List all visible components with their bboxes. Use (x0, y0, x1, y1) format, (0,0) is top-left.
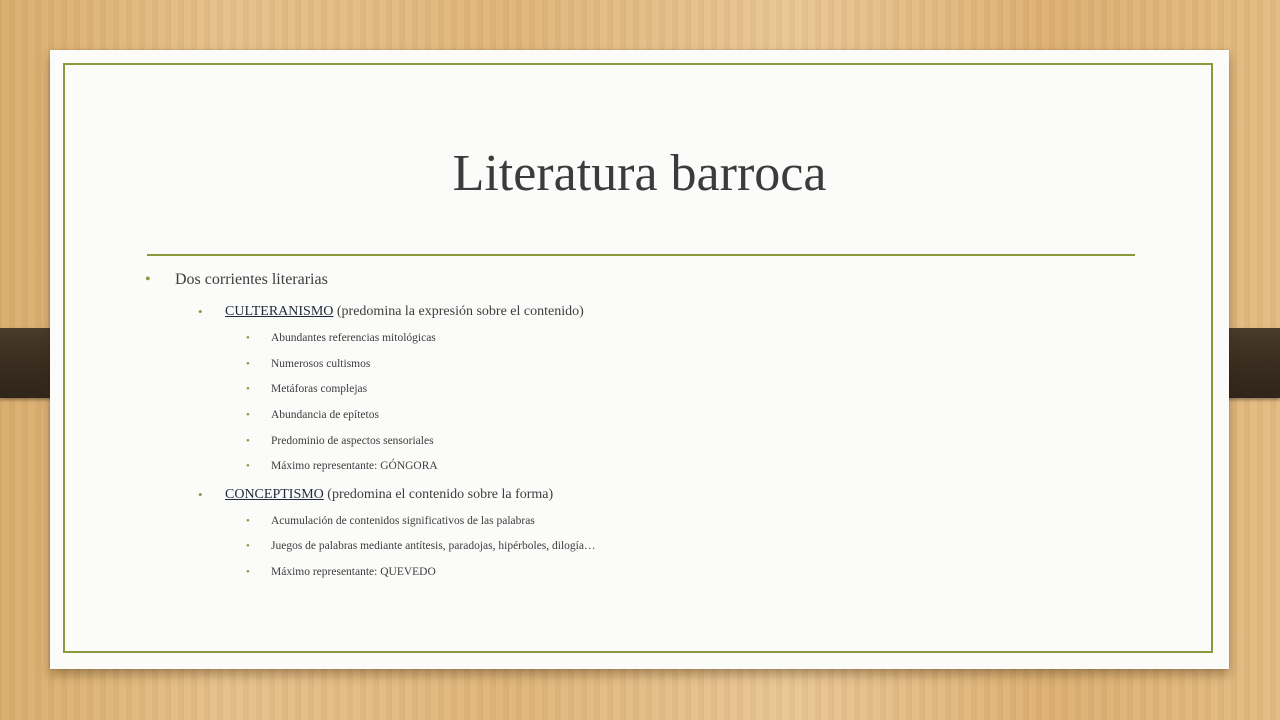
list-item-text: Numerosos cultismos (271, 358, 371, 370)
list-item (246, 382, 368, 397)
bullet-description: (predomina la expresión sobre el contenido) (333, 304, 584, 319)
list-item-text: Juegos de palabras mediante antítesis, paradojas, hipérboles, dilogía… (271, 540, 596, 552)
bullet-text: Dos corrientes literarias (175, 271, 328, 288)
list-item-text: Abundantes referencias mitológicas (271, 332, 436, 344)
bullet-dot-icon: • (198, 487, 203, 502)
list-item (246, 514, 535, 529)
list-item (246, 539, 596, 554)
bullet-dot-icon: • (246, 358, 250, 370)
bullet-dot-icon: • (246, 435, 250, 447)
list-item (246, 565, 436, 580)
bullet-dot-icon: • (145, 271, 151, 288)
list-item (246, 331, 436, 346)
bullet-culteranismo (198, 303, 584, 321)
keyword-conceptismo: CONCEPTISMO (225, 487, 324, 502)
bullet-description: (predomina el contenido sobre la forma) (323, 487, 554, 502)
bullet-dot-icon: • (246, 540, 250, 552)
list-item (246, 434, 434, 449)
slide (50, 50, 1229, 669)
list-item-text: Acumulación de contenidos significativos de las palabras (271, 515, 535, 527)
bullet-main (145, 270, 328, 290)
bullet-dot-icon: • (246, 566, 250, 578)
list-item-text: Máximo representante: GÓNGORA (271, 460, 438, 472)
bullet-dot-icon: • (246, 460, 250, 472)
list-item-text: Máximo representante: QUEVEDO (271, 566, 436, 578)
title-divider (147, 254, 1135, 256)
bullet-dot-icon: • (198, 304, 203, 319)
slide-title: Literatura barroca (452, 145, 827, 202)
bullet-dot-icon: • (246, 332, 250, 344)
list-item-text: Predominio de aspectos sensoriales (271, 435, 434, 447)
bullet-dot-icon: • (246, 409, 250, 421)
bullet-dot-icon: • (246, 383, 250, 395)
list-item (246, 459, 438, 474)
list-item-text: Metáforas complejas (271, 383, 368, 395)
bullet-conceptismo (198, 486, 554, 504)
bullet-dot-icon: • (246, 515, 250, 527)
list-item (246, 408, 379, 423)
list-item (246, 357, 371, 372)
list-item-text: Abundancia de epítetos (271, 409, 379, 421)
keyword-culteranismo: CULTERANISMO (225, 304, 334, 319)
